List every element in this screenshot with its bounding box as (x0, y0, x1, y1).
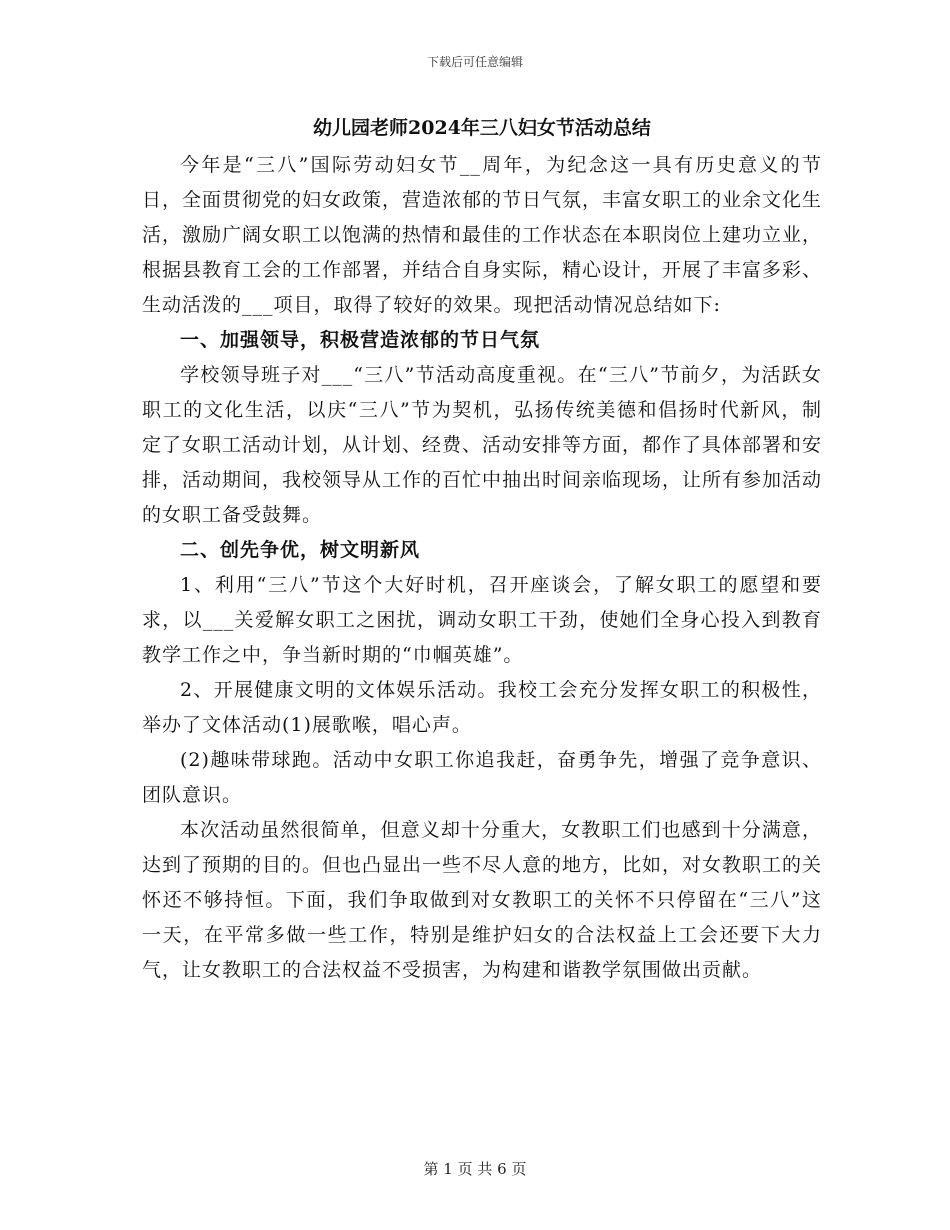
document-body (142, 114, 822, 988)
document-title: 幼儿园老师2024年三八妇女节活动总结 (313, 117, 651, 139)
page-number: 第 1 页 共 6 页 (423, 1160, 527, 1178)
intro-paragraph: 今年是“三八”国际劳动妇女节__周年，为纪念这一具有历史意义的节日，全面贯彻党的妇女政策，营造浓郁的节日气氛，丰富女职工的业余文化生活，激励广阔女职工以饱满的热情和最佳的工作状态在本职岗位上建功立业，根据县教育工会的工作部署，并结合自身实际，精心设计，开展了丰富多彩、生动活泼的___项目，取得了较好的效果。现把活动情况总结如下: (142, 154, 823, 316)
page-header-note: 下载后可任意编辑 (426, 55, 523, 69)
section-2-item-3: (2)趣味带球跑。活动中女职工你追我赶，奋勇争先，增强了竞争意识、团队意识。 (142, 749, 822, 806)
conclusion-paragraph: 本次活动虽然很简单，但意义却十分重大，女教职工们也感到十分满意，达到了预期的目的。但也凸显出一些不尽人意的地方，比如，对女教职工的关怀还不够持恒。下面，我们争取做到对女教职工的关怀不只停留在“三八”这一天，在平常多做一些工作，特别是维护妇女的合法权益上工会还要下大力气，让女教职工的合法权益不受损害，为构建和谐教学氛围做出贡献。 (142, 819, 823, 981)
section-2-item-2: 2、开展健康文明的文体娱乐活动。我校工会充分发挥女职工的积极性，举办了文体活动(1)展歌喉，唱心声。 (142, 679, 822, 736)
section-2-item-1: 1、利用“三八”节这个大好时机，召开座谈会，了解女职工的愿望和要求，以___关爱解女职工之困扰，调动女职工干劲，使她们全身心投入到教育教学工作之中，争当新时期的“巾帼英雄”。 (142, 574, 822, 666)
section-1-paragraph: 学校领导班子对___“三八”节活动高度重视。在“三八”节前夕，为活跃女职工的文化生活，以庆“三八”节为契机，弘扬传统美德和倡扬时代新风，制定了女职工活动计划，从计划、经费、活动安排等方面，都作了具体部署和安排，活动期间，我校领导从工作的百忙中抽出时间亲临现场，让所有参加活动的女职工备受鼓舞。 (142, 364, 823, 526)
section-2-heading: 二、创先争优，树文明新风 (180, 539, 421, 561)
section-1-heading: 一、加强领导，积极营造浓郁的节日气氛 (180, 329, 541, 351)
